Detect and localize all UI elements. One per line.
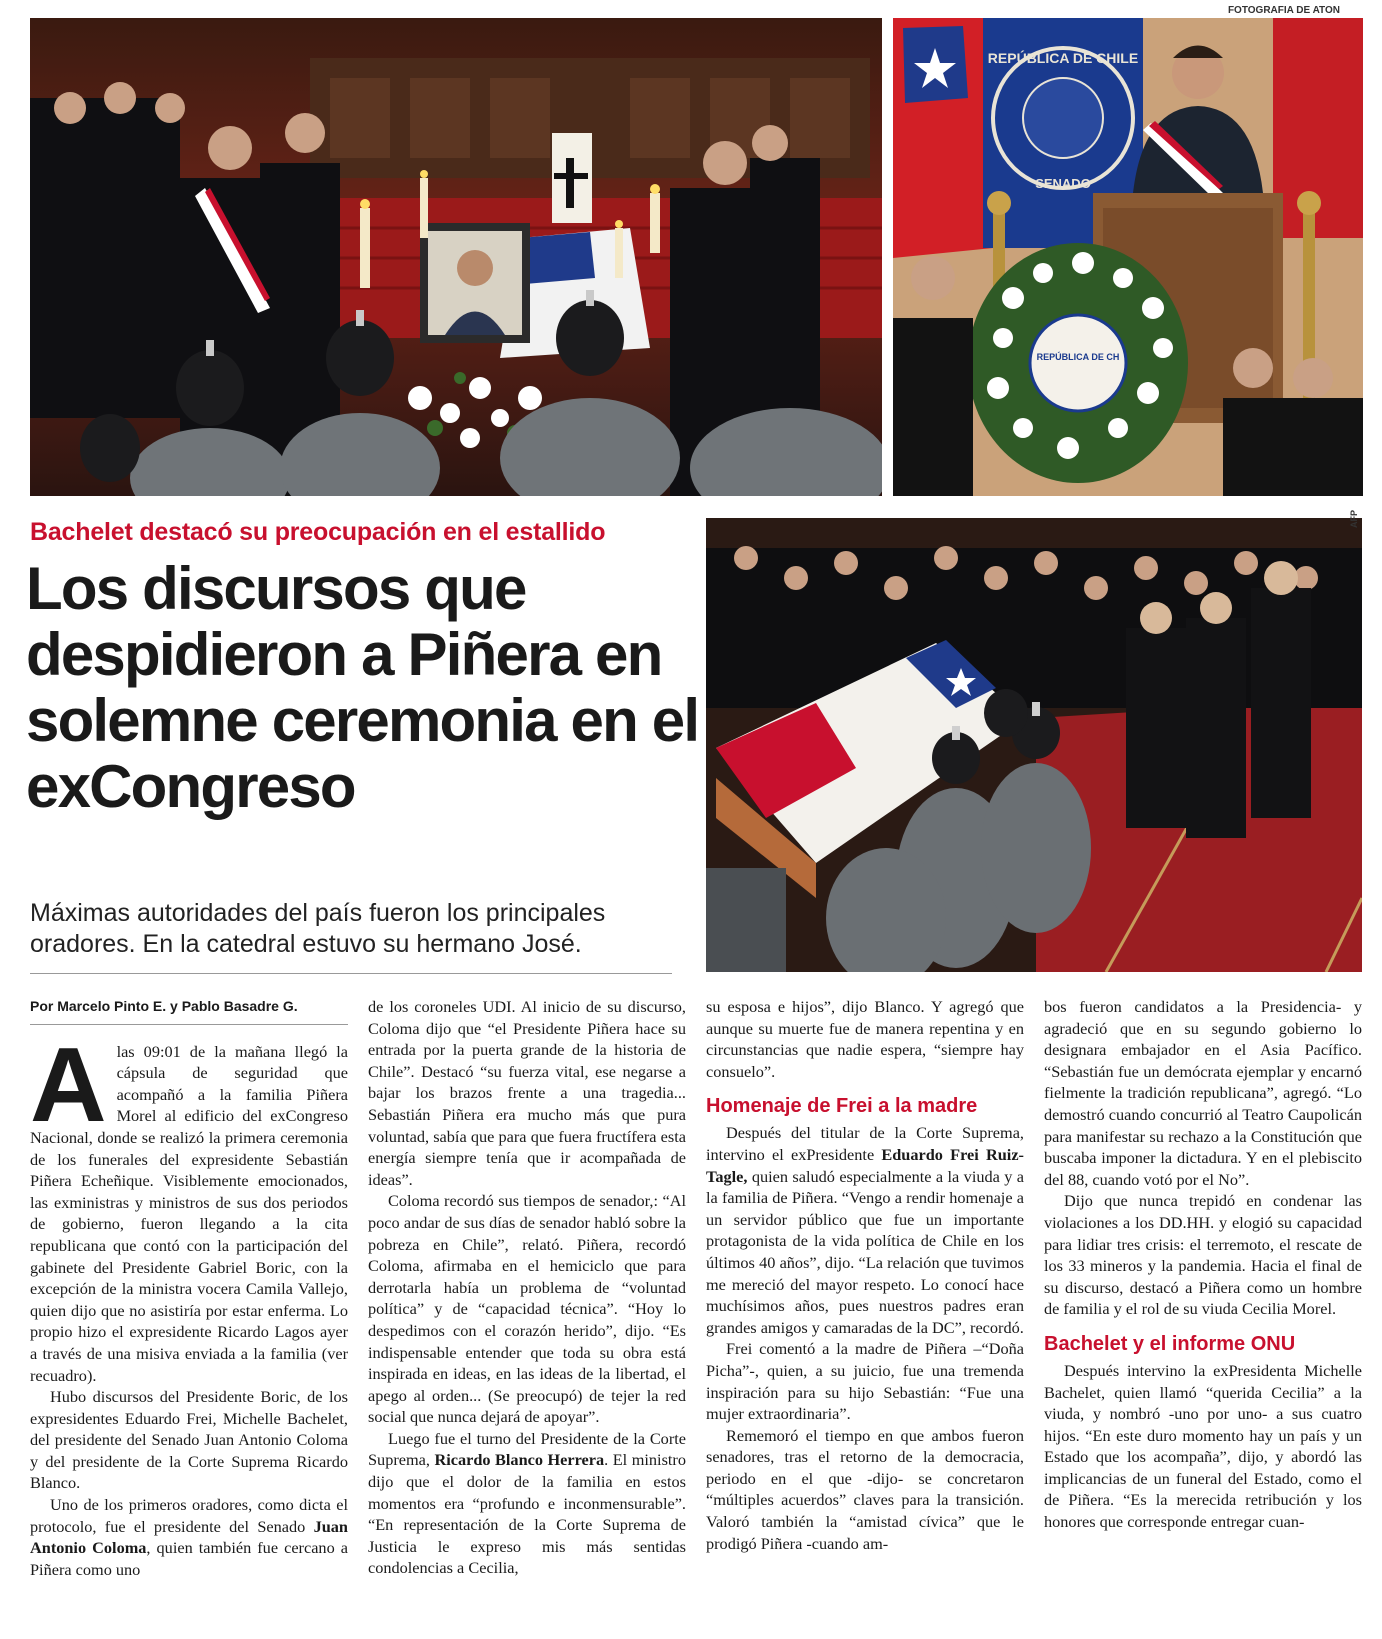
bold-name: Ricardo Blanco Herrera <box>434 1450 605 1470</box>
photo-funeral-chapel <box>30 18 882 496</box>
article-paragraph: su esposa e hijos”, dijo Blanco. Y agregó que aunque su muerte fue de manera repentina y en circunstancias que nadie espera, “siempre hay consuelo”. <box>706 997 1024 1081</box>
dropcap: A <box>30 1025 107 1144</box>
article-paragraph: Hubo discursos del Presidente Boric, de los expresidentes Eduardo Frei, Michelle Bachelet, del presidente del Senado Juan Antonio Coloma y del presidente de la Corte Suprema Ricardo Blanco. <box>30 1387 348 1493</box>
article-paragraph: Frei comentó a la madre de Piñera –“Doña Picha”-, quien, a su juicio, fue una tremenda inspiración para su hijo Sebastián: “Fue una mujer extraordinaria”. <box>706 1339 1024 1424</box>
article-paragraph: Rememoró el tiempo en que ambos fueron senadores, tras el retorno de la democracia, periodo en el que -dijo- se concretaron “múltiples acuerdos” claves para la transición. Valoró también la “amistad cívica” que le prodigó Piñera -cuando am- <box>706 1425 1024 1553</box>
article-paragraph: Después intervino la exPresidenta Michelle Bachelet, quien llamó “querida Cecilia” a la viuda, y nombró -uno por uno- a sus cuatro hijos. “En este duro momento hay un país y un Estado que los acompaña”, dijo, y abordó las implicancias de un funeral del Estado, como el de Piñera. “Es la merecida retribución y los honores que corresponde entregar cuan- <box>1044 1360 1362 1532</box>
photo-president-podium <box>893 18 1363 496</box>
byline: Por Marcelo Pinto E. y Pablo Basadre G. <box>30 996 348 1025</box>
bold-name: Eduardo Frei Ruiz-Tagle, <box>706 1144 1024 1186</box>
headline: Los discursos que despidieron a Piñera en solemne ceremonia en el exCongreso <box>26 555 699 820</box>
article-column-1 <box>30 996 348 1580</box>
article-paragraph: Alas 09:01 de la mañana llegó la cápsula de seguridad que acompañó a la familia Piñera Morel al edificio del exCongreso Nacional, donde se realizó la primera ceremonia de los funerales del expresidente Sebastián Piñera Echeñique. Visiblemente emocionados, las exministras y ministros de sus dos periodos de gobierno, fueron llegando a la cita republicana que contó con la participación del gabinete del Presidente Gabriel Boric, con la excepción de la ministra vocera Camila Vallejo, quien dijo que no asistiría por estar enferma. Lo propio hizo el expresidente Ricardo Lagos ayer a través de una misiva enviada a la familia (ver recuadro). <box>30 1025 348 1385</box>
article-paragraph: Luego fue el turno del Presidente de la Corte Suprema, Ricardo Blanco Herrera. El ministro dijo que el dolor de la familia en estos momentos era “profundo e inconmensurable”. “En representación de la Corte Suprema de Justicia le expreso mis más sentidas condolencias a Cecilia, <box>368 1428 686 1578</box>
senate-seal-subtext: SENADO <box>1035 176 1091 191</box>
article-column-2 <box>368 996 686 1579</box>
wreath-seal-text: REPÚBLICA DE CH <box>1036 352 1120 362</box>
kicker: Bachelet destacó su preocupación en el estallido <box>30 518 606 546</box>
subhead: Máximas autoridades del país fueron los principales oradores. En la catedral estuvo su hermano José. <box>30 899 606 958</box>
article-paragraph: Después del titular de la Corte Suprema, intervino el exPresidente Eduardo Frei Ruiz-Tagle, quien saludó especialmente a la viuda y a la familia de Piñera. “Vengo a rendir homenaje a un servidor público que fue un importante protagonista de la vida política de Chile en los últimos 40 años”, dijo. “La relación que tuvimos me mereció del mayor respeto. Lo conocí hace muchísimos años, pues nuestros padres eran grandes amigos y camaradas de la DC”, recordó. <box>706 1123 1024 1337</box>
article-paragraph: de los coroneles UDI. Al inicio de su discurso, Coloma dijo que “el Presidente Piñera hace su entrada por la puerta grande de la historia de Chile”. Destacó “su fuerza vital, ese negarse a bajar los brazos frente a una tragedia... Sebastián Piñera era mucho más que pura voluntad, sabía que para que fuera fructífera esta energía siempre tenía que ir acompañada de ideas”. <box>368 997 686 1189</box>
article-paragraph: Uno de los primeros oradores, como dicta el protocolo, fue el presidente del Senado Juan Antonio Coloma, quien también fue cercano a Piñera como uno <box>30 1495 348 1579</box>
section-subhead: Homenaje de Frei a la madre <box>706 1095 978 1118</box>
section-subhead: Bachelet y el informe ONU <box>1044 1332 1296 1355</box>
photo-credit-aton: FOTOGRAFIA DE ATON <box>1227 5 1340 16</box>
senate-seal-text: REPÚBLICA DE CHILE <box>987 50 1139 66</box>
article-paragraph: Dijo que nunca trepidó en condenar las violaciones a los DD.HH. y elogió su capacidad para lidiar tres crisis: el terremoto, el rescate de los 33 mineros y la pandemia. Hacia el final de su discurso, destacó a Piñera como un hombre de familia y el rol de su viuda Cecilia Morel. <box>1044 1191 1362 1319</box>
article-paragraph: Coloma recordó sus tiempos de senador,: “Al poco andar de sus días de senador habló sobre la pobreza en Chile”, relató. Piñera, recordó Coloma, afirmaba en el hemiciclo que para derrotarla había un problema de “voluntad política” y de “capacidad técnica”. “Hoy lo despedimos con el corazón herido”, dijo. “Es indispensable entender que toda su obra está inspirada en ideas, en las ideas de la libertad, el apego al orden... (Se preocupó) de tejer la red social que nunca dejará de apoyar”. <box>368 1191 686 1427</box>
photo-coffin-procession <box>706 518 1362 972</box>
bold-name: Juan Antonio Coloma <box>30 1516 348 1558</box>
article-paragraph: bos fueron candidatos a la Presidencia- y agradeció que en su segundo gobierno lo designara embajador en el Asia Pacífico. “Sebastián fue un demócrata ejemplar y encarnó fielmente la tradición republicana”, agregó. “Lo demostró cuando concurrió al Teatro Caupolicán para manifestar su rechazo a la Constitución que buscaba imponer la dictadura. Y en el plebiscito del 88, cuando votó por el No”. <box>1044 997 1362 1189</box>
divider <box>30 973 672 974</box>
photo-credit-afp: AFP <box>1349 510 1359 528</box>
article-column-4 <box>1044 996 1362 1533</box>
article-column-3 <box>706 996 1024 1554</box>
